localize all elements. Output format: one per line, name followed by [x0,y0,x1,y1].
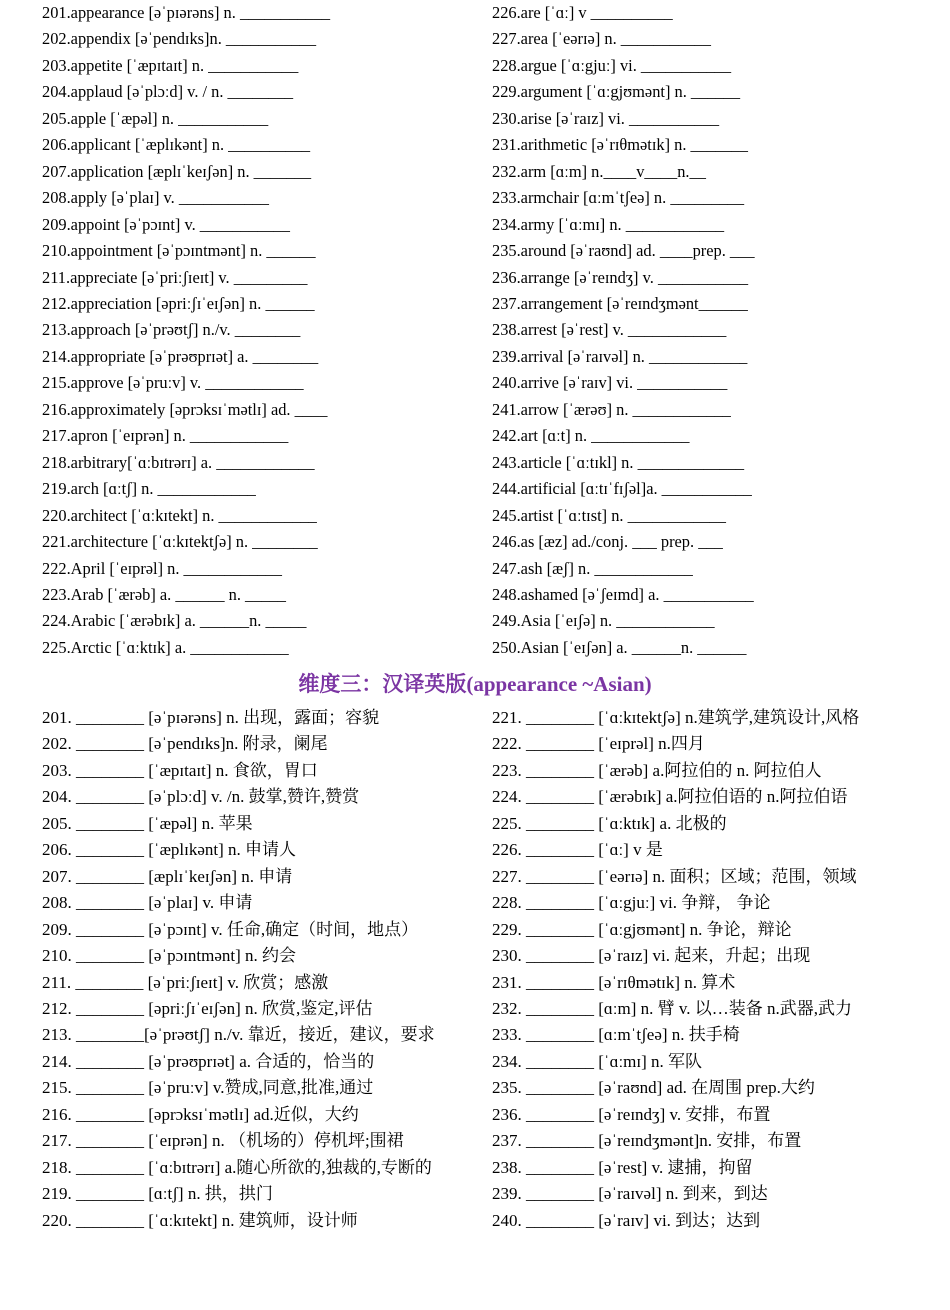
vocab-entry: 244.artificial [ɑːtɪˈfɪʃəl]a. ___________ [492,479,752,499]
vocab-entry: 209. ________ [əˈpɔɪnt] v. 任命,确定（时间，地点） [42,919,419,939]
vocab-entry: 201. ________ [əˈpɪərəns] n. 出现，露面；容貌 [42,708,380,727]
vocab-entry: 235. ________ [əˈraʊnd] ad. 在周围 prep.大约 [492,1078,815,1098]
vocab-entry: 213. ________[əˈprəʊtʃ] n./v. 靠近，接近，建议，要求 [42,1025,435,1045]
vocab-entry: 220. ________ [ˈɑːkɪtekt] n. 建筑师，设计师 [42,1210,358,1230]
vocab-entry: 230. ________ [əˈraɪz] vi. 起来，升起；出现 [492,946,811,966]
vocab-entry: 240.arrive [əˈraɪv] vi. ___________ [492,373,728,393]
vocab-entry: 209.appoint [əˈpɔɪnt] v. ___________ [42,214,290,234]
vocab-entry: 229.argument [ˈɑːgjʊmənt] n. ______ [492,82,741,102]
vocab-entry: 212. ________ [əpriːʃɪˈeɪʃən] n. 欣赏,鉴定,评估 [42,998,373,1018]
vocab-entry: 236.arrange [əˈreɪndʒ] v. ___________ [492,267,749,287]
vocab-entry: 207. ________ [æplɪˈkeɪʃən] n. 申请 [42,866,293,886]
vocab-entry: 227.area [ˈeərɪə] n. ___________ [492,29,711,49]
vocab-entry: 225.Arctic [ˈɑːktɪk] a. ____________ [42,637,289,657]
vocab-entry: 206. ________ [ˈæplɪkənt] n. 申请人 [42,840,297,860]
vocab-entry: 232. ________ [ɑːm] n. 臂 v. 以…装备 n.武器,武力 [492,998,853,1018]
vocab-entry: 234.army [ˈɑːmɪ] n. ____________ [492,214,725,234]
vocab-entry: 243.article [ˈɑːtɪkl] n. _____________ [492,452,745,472]
vocab-entry: 222.April [ˈeɪprəl] n. ____________ [42,558,282,578]
vocab-entry: 208. ________ [əˈplaɪ] v. 申请 [42,893,253,913]
vocab-entry: 216.approximately [əprɔksɪˈmətlɪ] ad. ____ [42,399,328,419]
vocab-entry: 219.arch [ɑːtʃ] n. ____________ [42,479,256,499]
chinese-right-column [492,705,859,1234]
vocab-entry: 248.ashamed [əˈʃeɪmd] a. ___________ [492,584,754,604]
vocab-entry: 221. ________ [ˈɑːkɪtektʃə] n.建筑学,建筑设计,风格 [492,708,860,727]
vocab-entry: 218.arbitrary[ˈɑːbɪtrərɪ] a. ____________ [42,452,315,472]
vocab-entry: 210.appointment [əˈpɔɪntmənt] n. ______ [42,241,316,261]
vocab-entry: 245.artist [ˈɑːtɪst] n. ____________ [492,505,726,525]
vocab-entry: 222. ________ [ˈeɪprəl] n.四月 [492,734,705,754]
vocab-entry: 206.applicant [ˈæplɪkənt] n. __________ [42,135,311,155]
vocab-entry: 233. ________ [ɑːmˈtʃeə] n. 扶手椅 [492,1025,740,1045]
vocab-entry: 202.appendix [əˈpendɪks]n. ___________ [42,29,317,49]
vocab-entry: 216. ________ [əprɔksɪˈmətlɪ] ad.近似，大约 [42,1104,359,1124]
vocab-entry: 214. ________ [əˈprəʊprɪət] a. 合适的，恰当的 [42,1051,375,1071]
vocab-entry: 230.arise [əˈraɪz] vi. ___________ [492,108,720,128]
vocab-entry: 203.appetite [ˈæpɪtaɪt] n. ___________ [42,55,299,75]
vocab-entry: 221.architecture [ˈɑːkɪtektʃə] n. ________ [42,532,318,552]
vocab-entry: 228.argue [ˈɑːgjuː] vi. ___________ [492,55,732,75]
vocab-entry: 231. ________ [əˈrɪθmətɪk] n. 算术 [492,972,736,992]
vocab-entry: 246.as [æz] ad./conj. ___ prep. ___ [492,532,723,552]
vocab-entry: 212.appreciation [əpriːʃɪˈeɪʃən] n. ______ [42,293,315,313]
vocab-entry: 210. ________ [əˈpɔɪntmənt] n. 约会 [42,946,297,966]
vocab-entry: 204. ________ [əˈplɔːd] v. /n. 鼓掌,赞许,赞赏 [42,787,360,807]
vocab-entry: 223.Arab [ˈærəb] a. ______ n. _____ [42,584,286,604]
vocab-entry: 203. ________ [ˈæpɪtaɪt] n. 食欲，胃口 [42,760,318,780]
vocab-entry: 250.Asian [ˈeɪʃən] a. ______n. ______ [492,637,747,657]
vocab-entry: 232.arm [ɑːm] n.____v____n.__ [492,161,706,181]
vocab-entry: 215.approve [əˈpruːv] v. ____________ [42,373,304,393]
vocab-entry: 231.arithmetic [əˈrɪθmətɪk] n. _______ [492,135,748,155]
vocab-entry: 233.armchair [ɑːmˈtʃeə] n. _________ [492,188,745,208]
vocab-entry: 234. ________ [ˈɑːmɪ] n. 军队 [492,1051,703,1071]
vocab-entry: 224. ________ [ˈærəbɪk] a.阿拉伯语的 n.阿拉伯语 [492,787,848,807]
vocab-entry: 223. ________ [ˈærəb] a.阿拉伯的 n. 阿拉伯人 [492,760,822,780]
vocab-entry: 211. ________ [əˈpriːʃɪeɪt] v. 欣赏；感激 [42,972,329,992]
vocab-entry: 239.arrival [əˈraɪvəl] n. ____________ [492,346,748,366]
vocab-entry: 207.application [æplɪˈkeɪʃən] n. _______ [42,161,312,181]
vocab-entry: 211.appreciate [əˈpriːʃɪeɪt] v. _________ [42,267,308,287]
vocab-entry: 215. ________ [əˈpruːv] v.赞成,同意,批准,通过 [42,1078,374,1098]
vocab-entry: 228. ________ [ˈɑːgjuː] vi. 争辩， 争论 [492,893,771,913]
vocab-entry: 219. ________ [ɑːtʃ] n. 拱，拱门 [42,1184,273,1204]
vocab-entry: 217. ________ [ˈeɪprən] n. （机场的）停机坪;围裙 [42,1131,404,1151]
vocab-entry: 214.appropriate [əˈprəʊprɪət] a. ________ [42,346,319,366]
vocab-entry: 201.appearance [əˈpɪərəns] n. ___________ [42,3,331,22]
vocab-entry: 226.are [ˈɑː] v __________ [492,3,673,22]
vocab-entry: 247.ash [æʃ] n. ____________ [492,558,693,578]
vocab-entry: 202. ________ [əˈpendɪks]n. 附录，阑尾 [42,734,328,754]
vocab-entry: 237. ________ [əˈreɪndʒmənt]n. 安排，布置 [492,1131,802,1151]
chinese-left-column [42,705,435,1234]
vocab-entry: 241.arrow [ˈærəʊ] n. ____________ [492,399,731,419]
section-title: 维度三：汉译英版(appearance ~Asian) [298,672,652,696]
vocab-entry: 227. ________ [ˈeərɪə] n. 面积；区域；范围，领域 [492,866,857,886]
vocab-entry: 239. ________ [əˈraɪvəl] n. 到来，到达 [492,1184,768,1204]
vocab-entry: 236. ________ [əˈreɪndʒ] v. 安排，布置 [492,1104,771,1124]
vocab-entry: 249.Asia [ˈeɪʃə] n. ____________ [492,611,715,631]
vocab-entry: 205.apple [ˈæpəl] n. ___________ [42,108,269,128]
vocab-entry: 218. ________ [ˈɑːbɪtrərɪ] a.随心所欲的,独裁的,专断的 [42,1157,432,1177]
vocab-entry: 208.apply [əˈplaɪ] v. ___________ [42,188,269,208]
vocab-entry: 226. ________ [ˈɑː] v 是 [492,840,663,860]
vocab-entry: 225. ________ [ˈɑːktɪk] a. 北极的 [492,813,727,833]
english-right-column [492,0,755,661]
vocab-entry: 242.art [ɑːt] n. ____________ [492,426,690,446]
vocab-entry: 220.architect [ˈɑːkɪtekt] n. ____________ [42,505,317,525]
chinese-to-english-section [0,705,950,1265]
english-left-column [42,0,330,661]
vocab-entry: 213.approach [əˈprəʊtʃ] n./v. ________ [42,320,301,340]
vocab-entry: 240. ________ [əˈraɪv] vi. 到达；达到 [492,1210,761,1230]
vocab-entry: 204.applaud [əˈplɔːd] v. / n. ________ [42,82,294,102]
vocab-entry: 237.arrangement [əˈreɪndʒmənt______ [492,293,748,313]
vocab-entry: 205. ________ [ˈæpəl] n. 苹果 [42,813,253,833]
vocab-entry: 224.Arabic [ˈærəbɪk] a. ______n. _____ [42,611,307,631]
vocab-entry: 235.around [əˈraʊnd] ad. ____prep. ___ [492,241,755,261]
vocab-entry: 238.arrest [əˈrest] v. ____________ [492,320,727,340]
vocab-entry: 217.apron [ˈeɪprən] n. ____________ [42,426,289,446]
vocab-entry: 229. ________ [ˈɑːgjʊmənt] n. 争论，辩论 [492,919,792,939]
vocab-entry: 238. ________ [əˈrest] v. 逮捕，拘留 [492,1157,753,1177]
